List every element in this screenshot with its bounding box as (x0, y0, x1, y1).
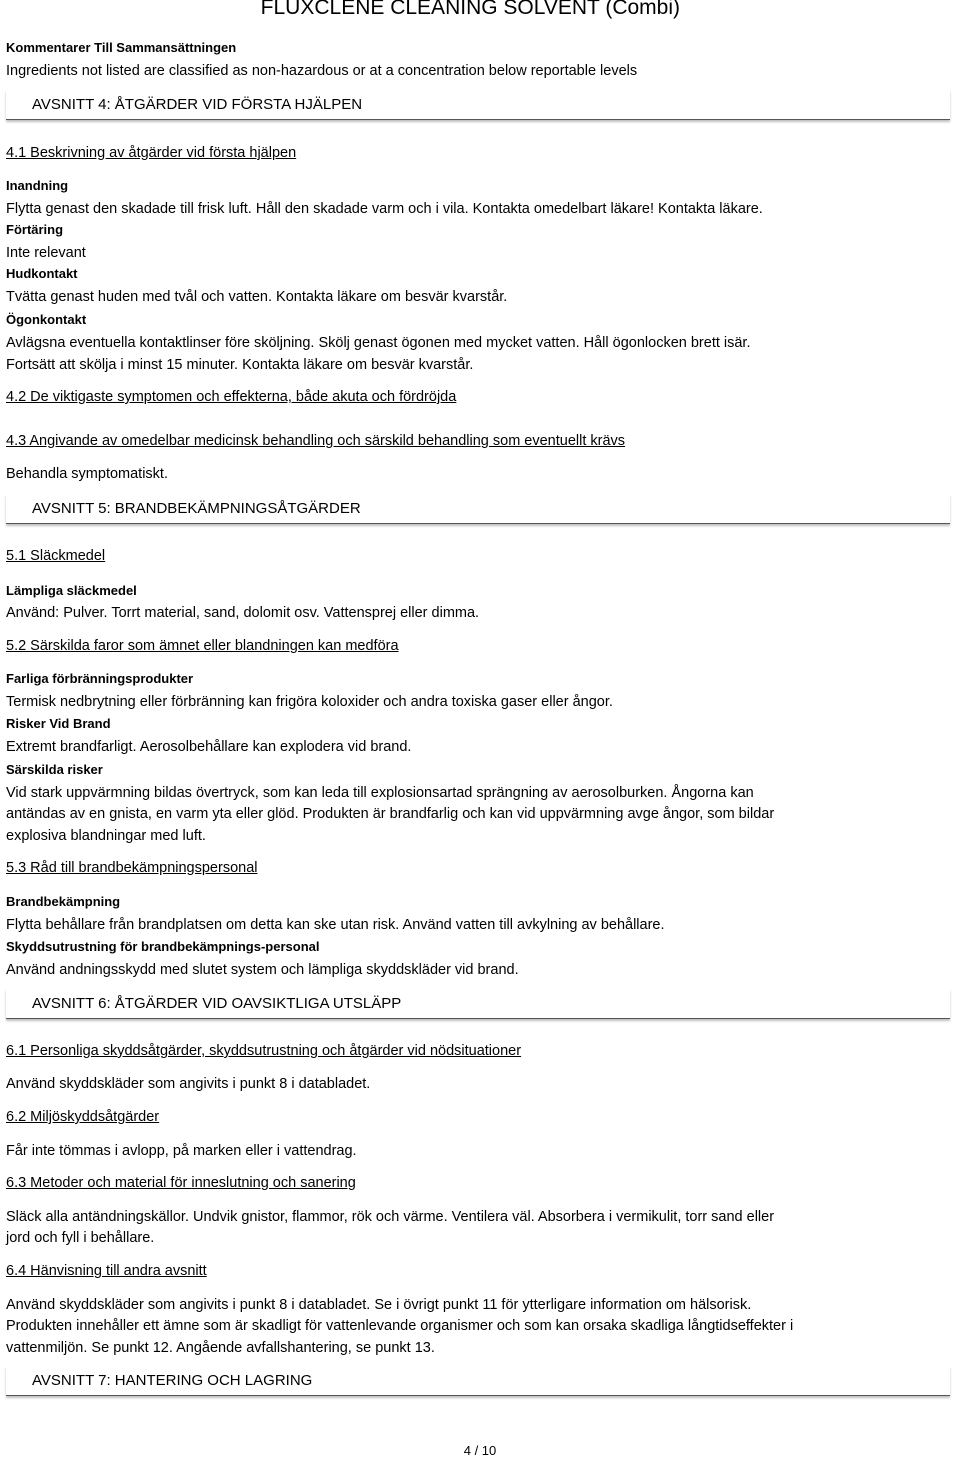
combustion-products-text: Termisk nedbrytning eller förbränning kan frigöra koloxider och andra toxiska gaser eller ångor. (6, 694, 613, 710)
combustion-products-label: Farliga förbränningsprodukter (6, 671, 194, 686)
subsection-6-2-text: Får inte tömmas i avlopp, på marken eller i vattendrag. (6, 1143, 357, 1159)
subsection-6-3-text-line-2: jord och fyll i behållare. (6, 1230, 155, 1246)
eye-contact-text-line-2: Fortsätt att skölja i minst 15 minuter. Kontakta läkare om besvär kvarstår. (6, 357, 474, 373)
section-6-heading (6, 989, 950, 1019)
composition-comments-text: Ingredients not listed are classified as non-hazardous or at a concentration below reportable levels (6, 63, 638, 79)
document-title: FLUXCLENE CLEANING SOLVENT (Combi) (260, 0, 680, 19)
ingestion-label: Förtäring (6, 222, 64, 237)
subsection-4-3-heading: 4.3 Angivande av omedelbar medicinsk behandling och särskild behandling som eventuellt krävs (6, 433, 626, 449)
inhalation-text: Flytta genast den skadade till frisk luft. Håll den skadade varm och i vila. Kontakta omedelbart läkare! Kontakta läkare. (6, 201, 763, 217)
section-4-heading-text: AVSNITT 4: ÅTGÄRDER VID FÖRSTA HJÄLPEN (32, 96, 363, 113)
subsection-6-2-heading: 6.2 Miljöskyddsåtgärder (6, 1109, 160, 1125)
subsection-4-1-heading: 4.1 Beskrivning av åtgärder vid första hjälpen (6, 145, 297, 161)
section-4-heading (6, 90, 950, 120)
subsection-6-4-heading: 6.4 Hänvisning till andra avsnitt (6, 1263, 207, 1279)
subsection-6-1-heading: 6.1 Personliga skyddsåtgärder, skyddsutrustning och åtgärder vid nödsituationer (6, 1043, 522, 1059)
page-number: 4 / 10 (463, 1443, 497, 1458)
eye-contact-text-line-1: Avlägsna eventuella kontaktlinser före sköljning. Skölj genast ögonen med mycket vatten. Håll ögonlocken brett isär. (6, 335, 751, 351)
skin-contact-label: Hudkontakt (6, 266, 78, 281)
treatment-text: Behandla symptomatiskt. (6, 466, 168, 482)
subsection-5-3-heading: 5.3 Råd till brandbekämpningspersonal (6, 860, 258, 876)
ingestion-text: Inte relevant (6, 245, 86, 261)
section-5-heading-text: AVSNITT 5: BRANDBEKÄMPNINGSÅTGÄRDER (32, 500, 361, 517)
firefighting-text: Flytta behållare från brandplatsen om detta kan ske utan risk. Använd vatten till avkylning av behållare. (6, 917, 665, 933)
subsection-4-2-heading: 4.2 De viktigaste symptomen och effekterna, både akuta och fördröjda (6, 389, 457, 405)
eye-contact-label: Ögonkontakt (6, 312, 87, 327)
section-7-heading (6, 1366, 950, 1396)
subsection-6-3-heading: 6.3 Metoder och material för inneslutning och sanering (6, 1175, 356, 1191)
special-hazards-label: Särskilda risker (6, 762, 103, 777)
subsection-6-4-text-line-1: Använd skyddskläder som angivits i punkt 8 i databladet. Se i övrigt punkt 11 för ytterligare information om hälsorisk. (6, 1297, 752, 1313)
section-6-heading-text: AVSNITT 6: ÅTGÄRDER VID OAVSIKTLIGA UTSLÄPP (32, 995, 402, 1012)
subsection-6-4-text-line-2: Produkten innehåller ett ämne som är skadligt för vattenlevande organismer och som kan orsaka skadliga långtidseffekter i (6, 1318, 794, 1334)
inhalation-label: Inandning (6, 178, 69, 193)
subsection-5-1-heading: 5.1 Släckmedel (6, 548, 106, 564)
subsection-6-3-text-line-1: Släck alla antändningskällor. Undvik gnistor, flammor, rök och värme. Ventilera väl. Absorbera i vermikulit, torr sand eller (6, 1209, 775, 1225)
subsection-6-1-text: Använd skyddskläder som angivits i punkt 8 i databladet. (6, 1076, 371, 1092)
special-hazards-text-line-2: antändas av en gnista, en varm yta eller glöd. Produkten är brandfarlig och kan vid uppvärmning avge ångor, som bildar (6, 806, 775, 822)
section-5-heading (6, 494, 950, 524)
composition-comments-label: Kommentarer Till Sammansättningen (6, 40, 237, 55)
subsection-6-4-text-line-3: vattenmiljön. Se punkt 12. Angående avfallshantering, se punkt 13. (6, 1340, 435, 1356)
subsection-5-2-heading: 5.2 Särskilda faror som ämnet eller blandningen kan medföra (6, 638, 399, 654)
fire-risk-label: Risker Vid Brand (6, 716, 111, 731)
special-hazards-text-line-1: Vid stark uppvärmning bildas övertryck, som kan leda till explosionsartad sprängning av aerosolburken. Ångorna kan (6, 785, 754, 801)
extinguishing-media-label: Lämpliga släckmedel (6, 583, 137, 598)
extinguishing-media-text: Använd: Pulver. Torrt material, sand, dolomit osv. Vattensprej eller dimma. (6, 605, 480, 621)
firefighter-ppe-label: Skyddsutrustning för brandbekämpnings-personal (6, 939, 320, 954)
firefighting-label: Brandbekämpning (6, 894, 121, 909)
firefighter-ppe-text: Använd andningsskydd med slutet system och lämpliga skyddskläder vid brand. (6, 962, 519, 978)
section-7-heading-text: AVSNITT 7: HANTERING OCH LAGRING (32, 1372, 313, 1389)
skin-contact-text: Tvätta genast huden med tvål och vatten. Kontakta läkare om besvär kvarstår. (6, 289, 508, 305)
fire-risk-text: Extremt brandfarligt. Aerosolbehållare kan explodera vid brand. (6, 739, 412, 755)
special-hazards-text-line-3: explosiva blandningar med luft. (6, 828, 206, 844)
